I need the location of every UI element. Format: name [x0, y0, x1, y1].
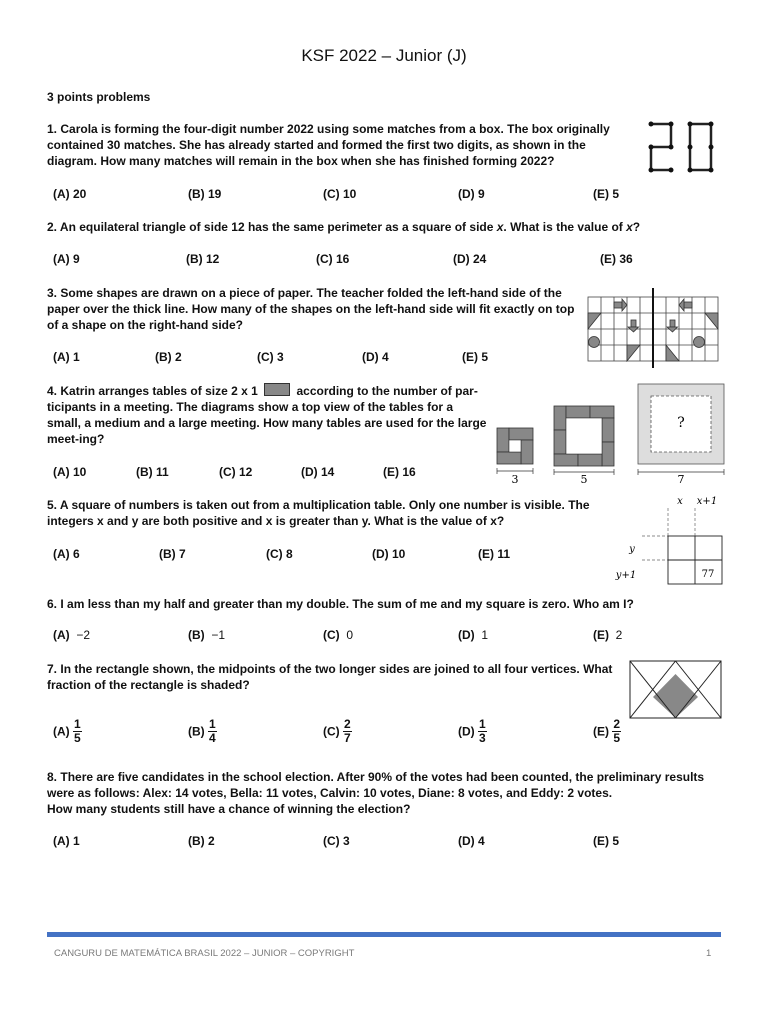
q4-option-b: (B) 11	[136, 465, 169, 479]
q2-option-a: (A) 9	[53, 252, 80, 266]
question-text-end: ?	[632, 220, 641, 234]
q3-option-a: (A) 1	[53, 350, 80, 364]
numerator: 2	[344, 717, 351, 731]
q5-option-e: (E) 11	[478, 547, 511, 561]
q7-option-b	[188, 718, 217, 745]
option-value: −1	[211, 628, 226, 642]
q6-option-b	[188, 628, 225, 642]
question-7	[47, 661, 622, 693]
multiplication-table-diagram	[608, 492, 728, 590]
option-value: 1	[481, 628, 489, 642]
q3-option-b: (B) 2	[155, 350, 182, 364]
variable-x: x	[496, 220, 504, 234]
folded-paper-grid	[586, 286, 722, 368]
q1-option-a: (A) 20	[53, 187, 87, 201]
numerator: 2	[613, 717, 621, 731]
question-1	[47, 121, 637, 169]
question-text: How many students still have a chance of winning the election?	[47, 802, 411, 816]
fraction	[612, 718, 621, 745]
col-x1-label: x+1	[696, 496, 718, 507]
question-text: A square of numbers is taken out from a multiplication table. Only one number is visible. The integers x and y are both positive and x is greater than y. What is the value of x?	[47, 498, 590, 528]
q3-option-c: (C) 3	[257, 350, 284, 364]
question-text: There are five candidates in the school election. After 90% of the votes had been counted, the preliminary results were as follows: Alex: 14 votes, Bella: 11 votes, Calvin: 10 votes, Diane: 8 votes, and Eddy: 2 votes.	[47, 770, 705, 800]
question-text: Katrin arranges tables of size 2 x 1	[60, 384, 258, 398]
question-3	[47, 285, 579, 333]
question-number: 1.	[47, 122, 58, 136]
question-number: 6.	[47, 597, 58, 611]
variable-x: x	[626, 220, 633, 234]
page-title: KSF 2022 – Junior (J)	[301, 46, 467, 65]
q4-option-e: (E) 16	[383, 465, 416, 479]
option-label: (C)	[323, 628, 340, 642]
denominator: 4	[209, 731, 216, 745]
q5-option-b: (B) 7	[159, 547, 186, 561]
q2-option-b: (B) 12	[186, 252, 220, 266]
option-label: (E)	[593, 628, 609, 642]
q8-option-b: (B) 2	[188, 834, 215, 848]
denominator: 7	[344, 731, 351, 745]
large-label: 7	[677, 473, 685, 486]
option-value: −2	[76, 628, 91, 642]
question-2	[47, 219, 727, 235]
q6-option-c	[323, 628, 353, 642]
row-y-label: y	[629, 544, 635, 555]
q4-option-c: (C) 12	[219, 465, 253, 479]
question-text-mid: . What is the value of	[503, 220, 627, 234]
q4-option-d: (D) 14	[301, 465, 335, 479]
denominator: 3	[479, 731, 486, 745]
option-label: (A)	[53, 724, 70, 739]
option-label: (A)	[53, 628, 70, 642]
q8-option-e: (E) 5	[593, 834, 620, 848]
question-text: ticipants in a meeting. The diagrams show a top view of the tables for a small, a medium and a large meeting. How many tables are used for the large meet-ing?	[47, 400, 487, 446]
question-number: 7.	[47, 662, 58, 676]
denominator: 5	[74, 731, 81, 745]
option-value: 0	[346, 628, 354, 642]
question-text: I am less than my half and greater than my double. The sum of me and my square is zero. Who am I?	[60, 597, 634, 611]
question-5	[47, 497, 617, 529]
rectangle-diagram	[629, 660, 723, 720]
option-value: 2	[615, 628, 623, 642]
tables-diagram	[492, 380, 730, 486]
q3-option-d: (D) 4	[362, 350, 389, 364]
numerator: 1	[209, 717, 216, 731]
fraction	[478, 718, 487, 745]
q3-option-e: (E) 5	[462, 350, 489, 364]
question-text: Some shapes are drawn on a piece of paper. The teacher folded the left-hand side of the paper over the thick line. How many of the shapes on the left-hand side will fit exactly on top of a shape on the right-hand side?	[47, 286, 575, 332]
denominator: 5	[613, 731, 621, 745]
small-label: 3	[511, 473, 519, 486]
q1-option-e: (E) 5	[593, 187, 620, 201]
row-y1-label: y+1	[615, 570, 637, 581]
option-label: (D)	[458, 628, 475, 642]
table-icon	[264, 383, 290, 396]
col-x-label: x	[677, 496, 683, 507]
visible-value: 77	[701, 569, 715, 580]
option-label: (B)	[188, 724, 205, 739]
question-number: 4.	[47, 384, 58, 398]
q6-option-a	[53, 628, 90, 642]
option-label: (E)	[593, 724, 609, 739]
question-number: 3.	[47, 286, 58, 300]
section-heading: 3 points problems	[47, 90, 151, 104]
footer-divider	[47, 932, 721, 937]
q1-option-d: (D) 9	[458, 187, 485, 201]
q7-option-c	[323, 718, 352, 745]
option-label: (B)	[188, 628, 205, 642]
q4-option-a: (A) 10	[53, 465, 87, 479]
question-number: 8.	[47, 770, 58, 784]
q5-option-c: (C) 8	[266, 547, 293, 561]
footer-text: CANGURU DE MATEMÁTICA BRASIL 2022 – JUNIOR – COPYRIGHT	[54, 948, 355, 959]
question-8	[47, 769, 727, 817]
fraction	[343, 718, 352, 745]
question-4	[47, 383, 487, 447]
q5-option-a: (A) 6	[53, 547, 80, 561]
question-number: 2.	[47, 220, 58, 234]
q1-option-b: (B) 19	[188, 187, 222, 201]
numerator: 1	[479, 717, 486, 731]
q1-option-c: (C) 10	[323, 187, 357, 201]
option-label: (D)	[458, 724, 475, 739]
q2-option-d: (D) 24	[453, 252, 487, 266]
fraction	[73, 718, 82, 745]
option-label: (C)	[323, 724, 340, 739]
q8-option-d: (D) 4	[458, 834, 485, 848]
q7-option-d	[458, 718, 487, 745]
q5-option-d: (D) 10	[372, 547, 406, 561]
unknown-mark: ?	[677, 415, 685, 431]
matches-diagram	[646, 120, 718, 176]
q7-option-e	[593, 718, 621, 745]
question-text: according to the number of par-	[296, 384, 478, 398]
page-number: 1	[706, 948, 712, 959]
numerator: 1	[74, 717, 81, 731]
q8-option-c: (C) 3	[323, 834, 350, 848]
question-text: In the rectangle shown, the midpoints of the two longer sides are joined to all four vertices. What fraction of the rectangle is shaded?	[47, 662, 613, 692]
medium-label: 5	[580, 473, 588, 486]
q7-option-a	[53, 718, 82, 745]
q8-option-a: (A) 1	[53, 834, 80, 848]
q6-option-d	[458, 628, 488, 642]
question-text: An equilateral triangle of side 12 has the same perimeter as a square of side	[59, 220, 497, 234]
question-6	[47, 596, 687, 612]
question-text: Carola is forming the four-digit number 2022 using some matches from a box. The box originally contained 30 matches. She has already started and formed the first two digits, as shown in the diagram. How many matches will remain in the box when she has finished forming 2022?	[47, 122, 610, 168]
q2-option-c: (C) 16	[316, 252, 350, 266]
q6-option-e	[593, 628, 622, 642]
question-number: 5.	[47, 498, 58, 512]
q2-option-e: (E) 36	[600, 252, 633, 266]
fraction	[208, 718, 217, 745]
